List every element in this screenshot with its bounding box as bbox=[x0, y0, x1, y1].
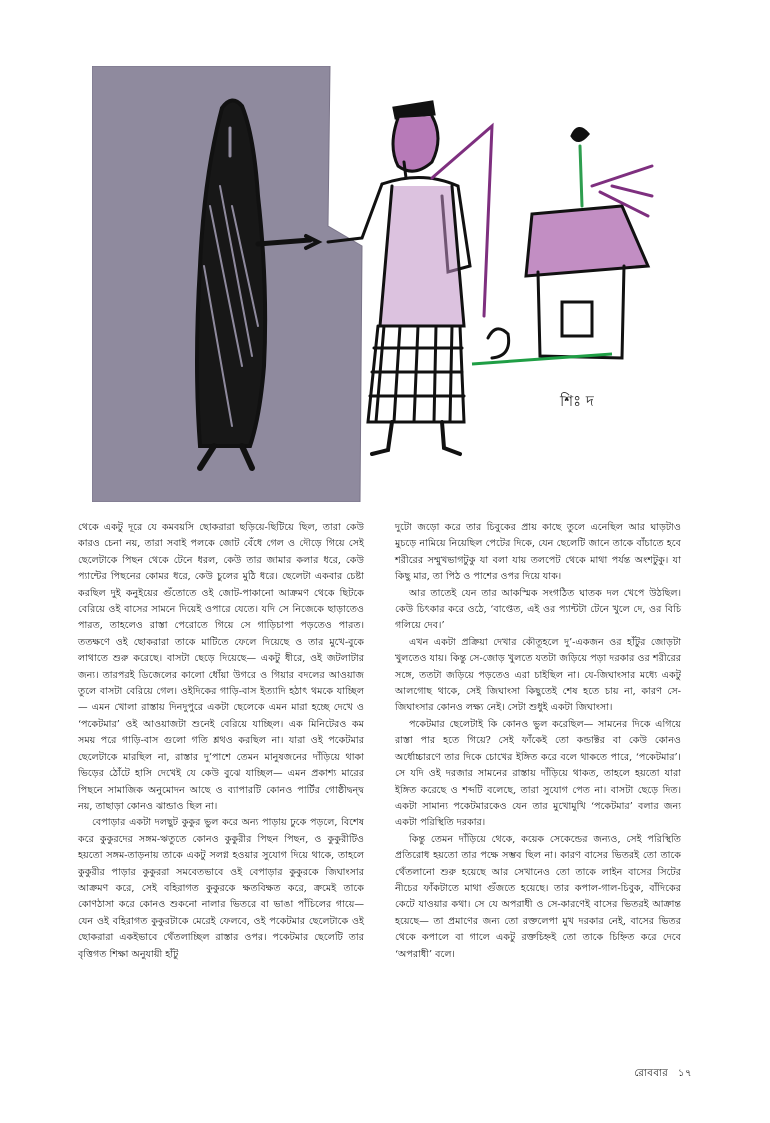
paragraph: পকেটমার ছেলেটাই কি কোনও ভুল করেছিল— সামনের দিকে এগিয়ে রাস্তা পার হতে গিয়ে? সেই ফাঁকেই তো কন্ডাক্টর বা কেউ কোনও অর্ধোচ্চারণে তার দিকে চোখের ইঙ্গিত করে বলে থাকতে পারে, ‘পকেটমার’। সে যদি ওই দরজার সামনের রাস্তায় দাঁড়িয়ে থাকত, তাহলে হয়তো যারা ইঙ্গিত করেছে ও শব্দটি বলেছে, তারা সুযোগ পেত না। বাসটা ছেড়ে দিত। একটা সামান্য পকেটমারকেও যেন তার মুখোমুখি ‘পকেটমার’ বলার জন্য একটা পরিস্থিতি দরকার। bbox=[395, 718, 681, 829]
paragraph: থেকে একটু দূরে যে কমবয়সি ছোকরারা ছড়িয়ে-ছিটিয়ে ছিল, তারা কেউ কারও চেনা নয়, তারা সবাই পলকে জোট বেঁধে গেল ও দৌড়ে গিয়ে সেই ছেলেটাকে পিছন থেকে টেনে ধরল, কেউ তার জামার কলার ধরে, কেউ প্যান্টের পিছনের কোমর ধরে, কেউ চুলের মুঠি ধরে। ছেলেটা একবার চেষ্টা করছিল দুই কনুইয়ের গুঁতোতে ওই জোট-পাকানো আক্রমণ থেকে ছিটকে বেরিয়ে ওই বাসের সামনে দিয়েই ওপারে যেতে। যদি সে নিজেকে ছাড়াতেও পারত, তাহলেও রাস্তা পেরোতে গিয়ে সে গাড়িচাপা পড়তেও পারত। ততক্ষণে ওই ছোকরারা তাকে মাটিতে ফেলে দিয়েছে ও তার মুখে-বুকে লাথাতে শুরু করেছে। বাসটা ছেড়ে দিয়েছে— একটু ধীরে, ওই জটলাটার জন্য। তারপরই ডিজেলের কালো ধোঁয়া উগরে ও গিয়ার বদলের আওয়াজ তুলে বাসটা বেরিয়ে গেল। ওইদিকের গাড়ি-বাস ইত্যাদি হঠাৎ থমকে যাচ্ছিল— এমন খোলা রাস্তায় দিনদুপুরে একটা ছেলেকে এমন মারা হচ্ছে দেখে ও ‘পকেটমার’ ওই আওয়াজটা শুনেই বেরিয়ে যাচ্ছিল। এক মিনিটেরও কম সময় পরে গাড়ি-বাস গুলো গতি শ্লথও করছিল না। যারা ওই পকেটমার ছেলেটাকে মারছিল না, রাস্তার দু’পাশে তেমন মানুষজনের দাঁড়িয়ে থাকা ভিড়ের ঠোঁটে হাসি দেখেই যে কেউ বুঝে যাচ্ছিল— এমন প্রকাশ্য মারের পিছনে সামাজিক অনুমোদন আছে ও ব্যাপারটি কোনও পার্টির গোষ্ঠীদ্বন্দ্ব নয়, তাছাড়া কোনও ঝান্ডাও ছিল না। bbox=[78, 522, 364, 812]
paragraph: দুটো জড়ো করে তার চিবুকের প্রায় কাছে তুলে এনেছিল আর ঘাড়টাও মুচড়ে নামিয়ে নিয়েছিল পেটের দিকে, যেন ছেলেটি জানে তাকে বাঁচাতে হবে শরীরের সম্মুখভাগটুকু যা বলা যায় তলপেট থেকে মাথা পর্যন্ত অংশটুকু। যা কিছু মার, তা পিঠ ও পাশের ওপর দিয়ে যাক। bbox=[395, 522, 681, 583]
magazine-name: রোববার bbox=[634, 1068, 669, 1079]
paragraph: আর তাতেই যেন তার আকস্মিক সংগঠিত ঘাতক দল খেপে উঠছিল। কেউ চিৎকার করে ওঠে, ‘বাপ্তেত, এই ওর প্যান্টটা টেনে খুলে দে, ওর বিচি গলিয়ে দেব।’ bbox=[395, 587, 681, 632]
paragraph: বেপাড়ার একটা দলছুট কুকুর ভুল করে অন্য পাড়ায় ঢুকে পড়লে, বিশেষ করে কুকুরদের সঙ্গম-ঋতুতে কোনও কুকুরীর পিছন পিছন, ও কুকুরীটিও হয়তো সঙ্গম-তাড়নায় তাকে একটু সলগ্ন হওয়ার সুযোগ দিয়ে থাকে, তাহলে কুকুরীর পাড়ার কুকুররা সমবেতভাবে ওই বেপাড়ার কুকুরকে জিঘাংসার আক্রমণ করে, সেই বহিরাগত কুকুরকে ক্ষতবিক্ষত করে, ক্রমেই তাকে কোণঠাসা করে কোনও শুকনো নালার ভিতরে বা ভাঙা পাঁচিলের গায়ে— যেন ওই বহিরাগত কুকুরটাকে মেরেই ফেলবে, ওই পকেটমার ছেলেটাকে ওই ছোকরারা একইভাবে থেঁতলাচ্ছিল রাস্তার ওপর। পকেটমার ছেলেটি তার বৃত্তিগত শিক্ষা অনুযায়ী হাঁটু bbox=[78, 817, 364, 960]
paragraph: কিন্তু তেমন দাঁড়িয়ে থেকে, কয়েক সেকেন্ডের জন্যও, সেই পরিস্থিতি প্রতিরোধ হয়তো তার পক্ষে সম্ভব ছিল না। কারণ বাসের ভিতরই তো তাকে থেঁতলানো শুরু হয়েছে আর সেখানেও তো তাকে লাইন বাসের সিটের নীচের ফাঁকটাতে মাথা গুঁজতে হয়েছে। তার কপাল-গাল-চিবুক, বাঁদিকের কেটে যাওয়ার কথা। সে যে অপরাধী ও সে-কারণেই বাসের ভিতরই আক্রান্ত হয়েছে— তা প্রমাণের জন্য তো রক্তলেপা মুখ দরকার নেই, বাসের ভিতর থেকে কপালে বা গালে একটু রক্তচিহ্নই তো তাকে চিহ্নিত করে দেবে ‘অপরাধী’ বলে। bbox=[395, 833, 681, 960]
right-text-column bbox=[395, 520, 681, 963]
house-sketch bbox=[488, 128, 652, 358]
paragraph: এখন একটা প্রক্রিয়া দেখার কৌতূহলে দু’-একজন ওর হাঁটুর জোড়টা খুলতেও যায়। কিন্তু সে-জোড় খুলতে যতটা জড়িয়ে পড়া দরকার ওর শরীরের সঙ্গে, ততটা জড়িয়ে পড়তেও এরা চাইছিল না। যে-জিঘাংসার মধ্যে একটু আলগোছ থাকে, সেই জিঘাংসা কিছুতেই শেষ হতে চায় না, কারণ সে-জিঘাংসার কোনও লক্ষ্য নেই। সেটা শুধুই একটা জিঘাংসা। bbox=[395, 636, 681, 714]
page-number: ১৭ bbox=[678, 1068, 692, 1079]
story-illustration bbox=[92, 66, 684, 502]
artist-signature: শিঃ দ bbox=[560, 392, 594, 410]
left-text-column bbox=[78, 520, 364, 963]
page-footer bbox=[628, 1066, 692, 1083]
